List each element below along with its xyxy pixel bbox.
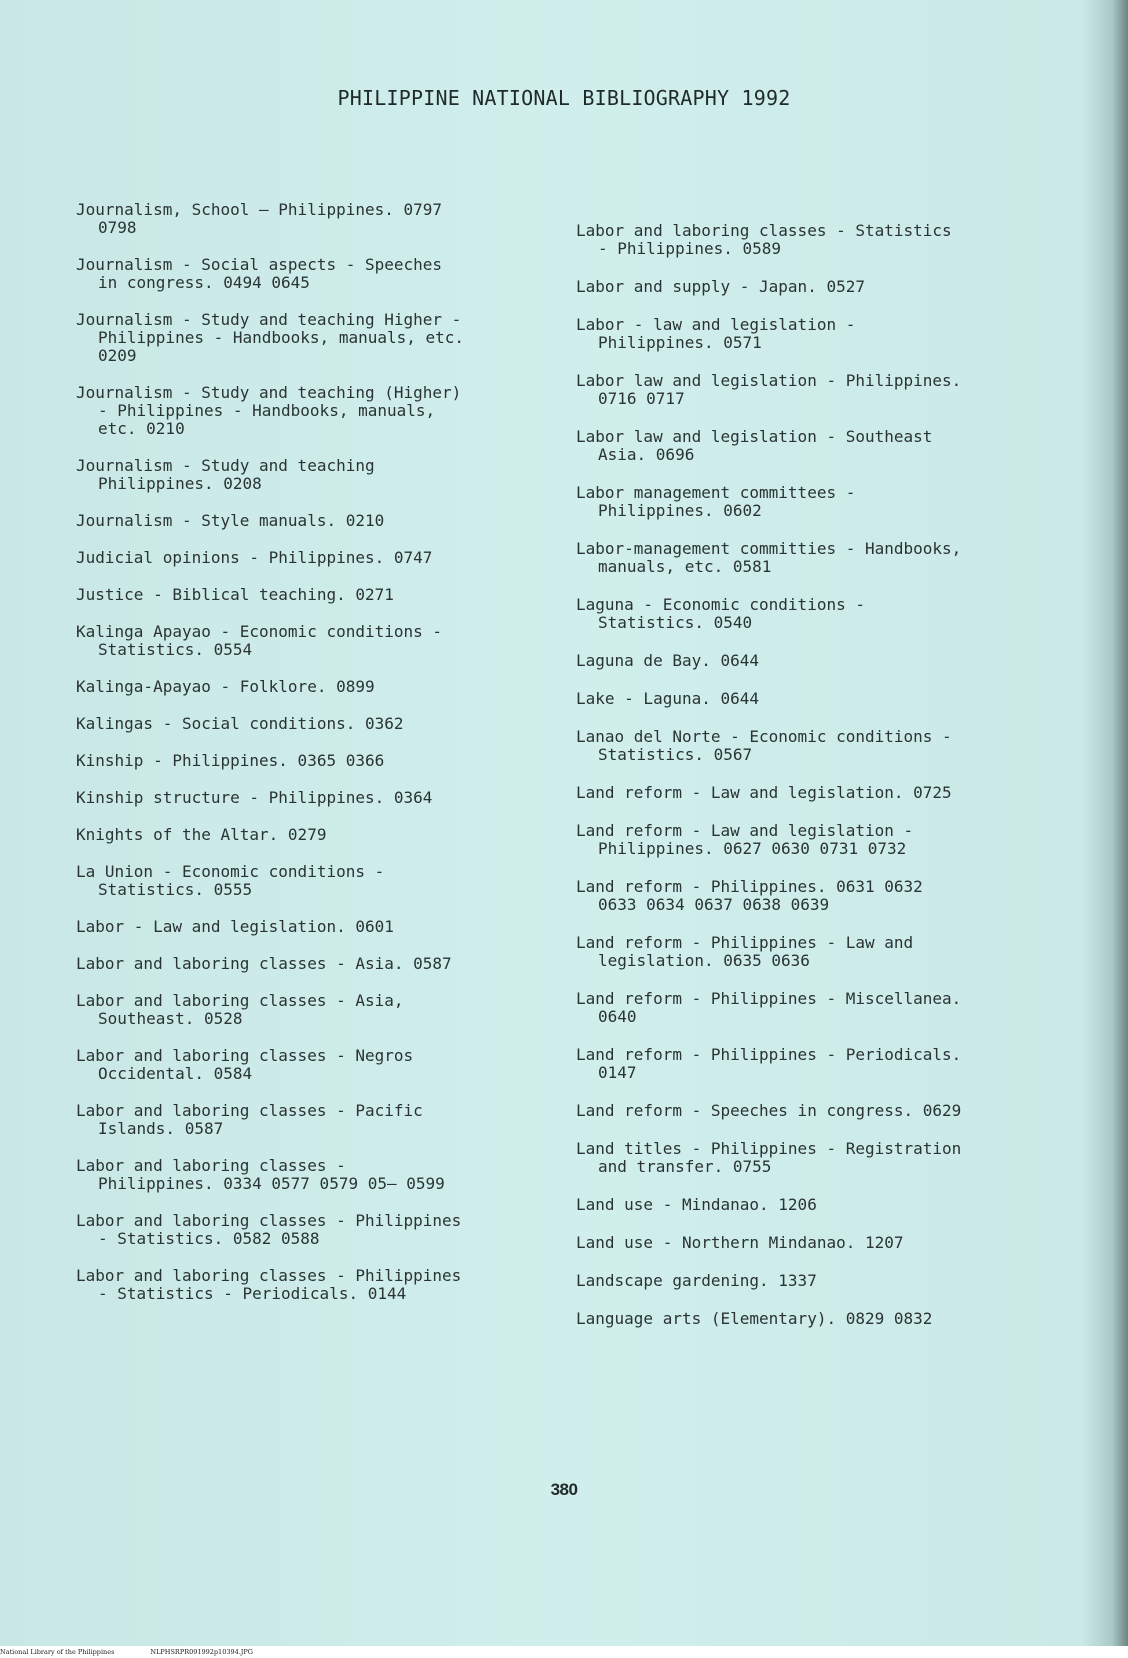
index-entry: Journalism - Style manuals. 0210: [76, 511, 385, 530]
index-entry: Land reform - Philippines. 0631 0632 0633 0634 0637 0638 0639: [576, 877, 923, 914]
index-entry: Labor - law and legislation - Philippines. 0571: [576, 315, 856, 352]
index-entry: Labor law and legislation - Southeast Asia. 0696: [576, 427, 933, 464]
scan-footer: [0, 1646, 1128, 1658]
index-entry: Laguna de Bay. 0644: [576, 651, 760, 670]
index-entry: Land use - Northern Mindanao. 1207: [576, 1233, 904, 1252]
index-entry: Labor and laboring classes - Negros Occidental. 0584: [76, 1046, 414, 1083]
index-entry: Labor and supply - Japan. 0527: [576, 277, 865, 296]
index-entry: Labor and laboring classes - Philippines - Statistics. 0582 0588: [76, 1211, 462, 1248]
index-entry: Labor and laboring classes - Philippines. 0334 0577 0579 05– 0599: [76, 1156, 445, 1193]
index-entry: Journalism - Study and teaching (Higher) - Philippines - Handbooks, manuals, etc. 0210: [76, 383, 462, 438]
index-entry: La Union - Economic conditions - Statistics. 0555: [76, 862, 385, 899]
index-entry: Land reform - Philippines - Periodicals. 0147: [576, 1045, 962, 1082]
index-entry: Judicial opinions - Philippines. 0747: [76, 548, 433, 567]
index-entry: Labor and laboring classes - Asia, Southeast. 0528: [76, 991, 404, 1028]
index-entry: Kalinga-Apayao - Folklore. 0899: [76, 677, 375, 696]
index-entry: Laguna - Economic conditions - Statistics. 0540: [576, 595, 865, 632]
index-entry: Journalism, School – Philippines. 0797 0798: [76, 200, 443, 237]
index-entry: Labor-management committies - Handbooks, manuals, etc. 0581: [576, 539, 962, 576]
index-entry: Labor management committees - Philippines. 0602: [576, 483, 856, 520]
index-entry: Labor and laboring classes - Philippines - Statistics - Periodicals. 0144: [76, 1266, 462, 1303]
index-entry: Land use - Mindanao. 1206: [576, 1195, 817, 1214]
index-entry: Land reform - Law and legislation - Philippines. 0627 0630 0731 0732: [576, 821, 914, 858]
index-entry: Journalism - Study and teaching Philippines. 0208: [76, 456, 375, 493]
index-entry: Knights of the Altar. 0279: [76, 825, 327, 844]
index-entry: Kinship - Philippines. 0365 0366: [76, 751, 385, 770]
index-entry: Kinship structure - Philippines. 0364: [76, 788, 433, 807]
index-entry: Land reform - Philippines - Miscellanea. 0640: [576, 989, 962, 1026]
index-entry: Kalingas - Social conditions. 0362: [76, 714, 404, 733]
footer-filename: NLPHSRPR091992p10394.JPG: [150, 1648, 253, 1656]
index-entry: Labor and laboring classes - Statistics - Philippines. 0589: [576, 221, 952, 258]
index-column-right: [576, 222, 1051, 1348]
footer-library: National Library of the Philippines: [0, 1648, 115, 1656]
running-head: PHILIPPINE NATIONAL BIBLIOGRAPHY 1992: [337, 86, 791, 110]
index-entry: Land reform - Law and legislation. 0725: [576, 783, 952, 802]
index-entry: Labor and laboring classes - Asia. 0587: [76, 954, 452, 973]
index-entry: Justice - Biblical teaching. 0271: [76, 585, 394, 604]
index-entry: Journalism - Social aspects - Speeches in congress. 0494 0645: [76, 255, 443, 292]
index-entry: Journalism - Study and teaching Higher - Philippines - Handbooks, manuals, etc. 0209: [76, 310, 465, 365]
index-entry: Lake - Laguna. 0644: [576, 689, 760, 708]
index-entry: Landscape gardening. 1337: [576, 1271, 817, 1290]
page-number: 380: [550, 1480, 578, 1499]
index-entry: Land reform - Philippines - Law and legislation. 0635 0636: [576, 933, 914, 970]
index-entry: Land titles - Philippines - Registration and transfer. 0755: [576, 1139, 962, 1176]
index-entry: Labor and laboring classes - Pacific Islands. 0587: [76, 1101, 423, 1138]
index-entry: Labor - Law and legislation. 0601: [76, 917, 394, 936]
index-entry: Land reform - Speeches in congress. 0629: [576, 1101, 962, 1120]
index-entry: Lanao del Norte - Economic conditions - Statistics. 0567: [576, 727, 952, 764]
index-column-left: [76, 201, 551, 1322]
index-entry: Labor law and legislation - Philippines. 0716 0717: [576, 371, 962, 408]
index-entry: Language arts (Elementary). 0829 0832: [576, 1309, 933, 1328]
index-entry: Kalinga Apayao - Economic conditions - Statistics. 0554: [76, 622, 443, 659]
